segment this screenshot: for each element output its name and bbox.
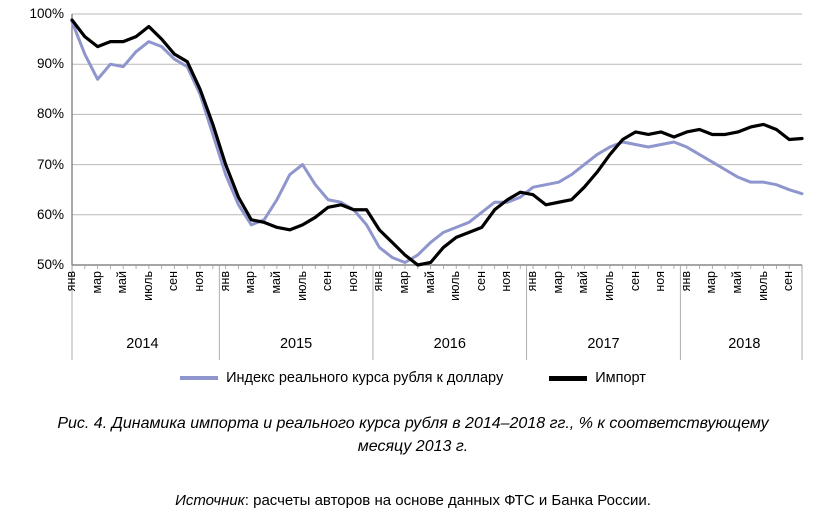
source-label: Источник	[175, 492, 245, 509]
x-axis-tick-label: июль	[755, 271, 770, 301]
x-axis-tick-label: май	[115, 271, 130, 294]
x-axis-tick-label: янв	[678, 271, 693, 292]
legend-item-import	[549, 370, 646, 386]
legend-swatch-index	[180, 376, 218, 380]
legend-item-index	[180, 370, 503, 386]
x-axis-tick-label: сен	[627, 271, 642, 292]
x-axis-tick-label: янв	[217, 271, 232, 292]
x-axis-tick-label: янв	[64, 271, 78, 292]
x-axis-tick-label: сен	[473, 271, 488, 292]
legend-label-import: Импорт	[595, 370, 646, 386]
x-axis-tick-label: июль	[294, 271, 309, 301]
x-axis-tick-label: мар	[550, 271, 565, 294]
figure-source	[40, 492, 786, 509]
x-axis-tick-label: июль	[448, 271, 463, 301]
chart-legend	[0, 370, 826, 386]
x-axis-tick-label: май	[268, 271, 283, 294]
x-axis-tick-label: ноя	[345, 271, 360, 292]
x-axis-tick-label: сен	[320, 271, 335, 292]
y-axis-tick-label: 50%	[36, 257, 64, 272]
x-axis-tick-label: сен	[166, 271, 181, 292]
x-axis-tick-label: ноя	[192, 271, 207, 292]
y-axis-tick-label: 70%	[36, 156, 64, 172]
figure-caption: Рис. 4. Динамика импорта и реального курса рубля в 2014–2018 гг., % к соответствующему месяцу 2013 г.	[57, 415, 769, 456]
x-axis-year-label: 2018	[728, 336, 761, 352]
y-axis-tick-label: 60%	[36, 206, 64, 222]
source-text: : расчеты авторов на основе данных ФТС и Банка России.	[244, 492, 651, 509]
x-axis-tick-label: янв	[525, 271, 540, 292]
x-axis-year-label: 2016	[433, 336, 466, 352]
x-axis-year-label: 2014	[126, 336, 159, 352]
x-axis-tick-label: мар	[89, 271, 104, 294]
y-axis-tick-label: 90%	[36, 56, 64, 72]
x-axis-tick-label: янв	[371, 271, 386, 292]
x-axis-tick-label: мар	[396, 271, 411, 294]
x-axis-tick-label: сен	[781, 271, 796, 292]
x-axis-tick-label: мар	[704, 271, 719, 294]
x-axis-tick-label: ноя	[499, 271, 514, 292]
y-axis-tick-label: 100%	[29, 6, 64, 21]
legend-swatch-import	[549, 376, 587, 381]
legend-label-index: Индекс реального курса рубля к доллару	[226, 370, 504, 386]
x-axis-tick-label: июль	[140, 271, 155, 301]
x-axis-tick-label: мар	[243, 271, 258, 294]
x-axis-tick-label: май	[729, 271, 744, 294]
y-axis-tick-label: 80%	[36, 106, 64, 122]
x-axis-year-label: 2015	[279, 336, 313, 352]
x-axis-year-label: 2017	[587, 336, 620, 352]
x-axis-tick-label: май	[576, 271, 591, 294]
x-axis-tick-label: июль	[601, 271, 616, 301]
x-axis-tick-label: май	[422, 271, 437, 294]
x-axis-tick-label: ноя	[653, 271, 668, 292]
